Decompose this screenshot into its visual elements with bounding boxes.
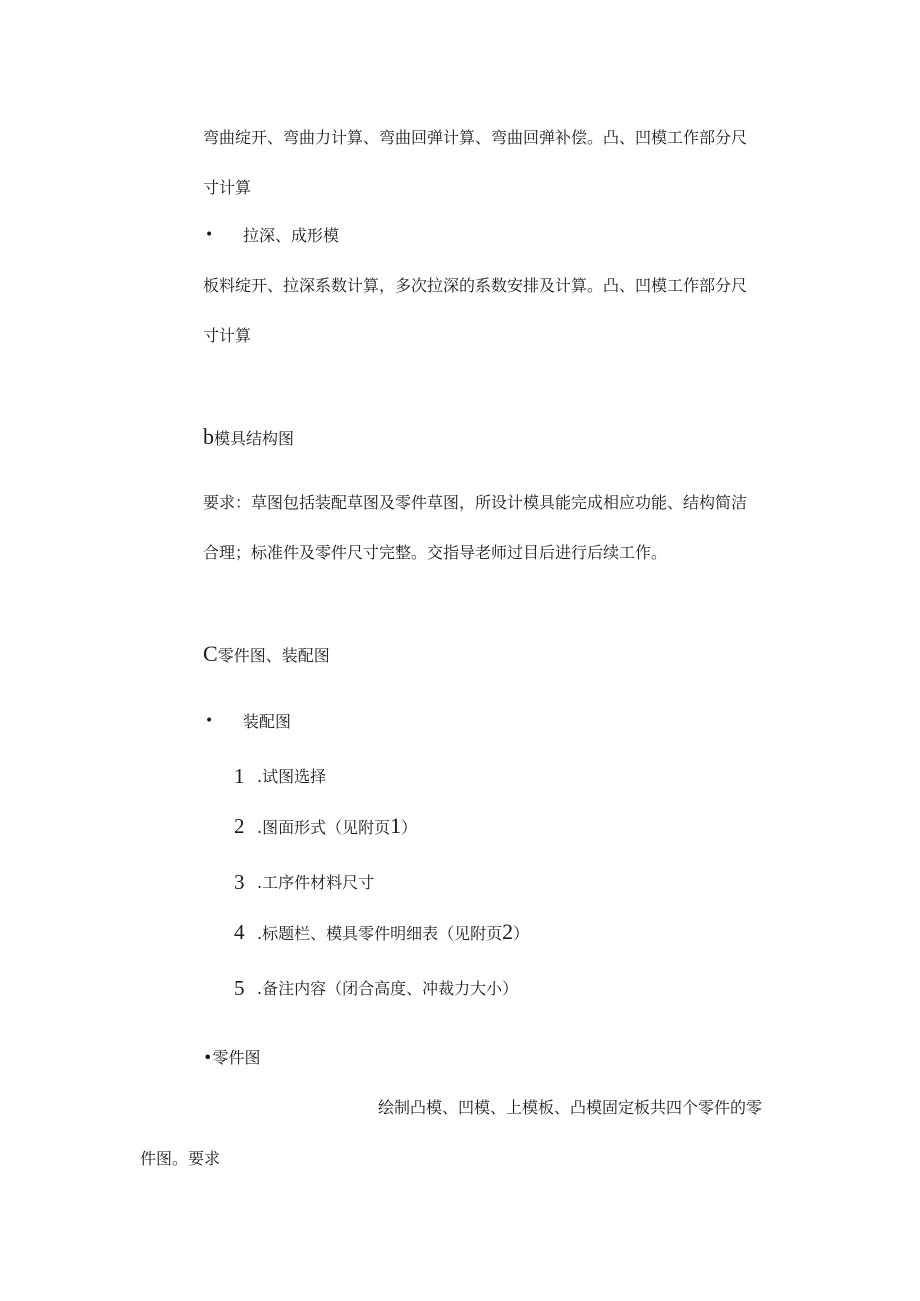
list-item-text	[257, 919, 530, 945]
section-b-letter: b	[203, 424, 214, 449]
section-b-requirement-line-1: 要求：草图包括装配草图及零件草图，所设计模具能完成相应功能、结构简洁	[203, 493, 748, 512]
section-b-heading	[203, 424, 295, 449]
list-item-close-paren: ）	[513, 924, 530, 943]
list-item-page-ref: 1	[390, 813, 402, 838]
deep-draw-bullet: •	[205, 227, 214, 243]
bend-paragraph-line-2: 寸计算	[203, 178, 252, 197]
bend-paragraph-line-1: 弯曲绽开、弯曲力计算、弯曲回弹计算、弯曲回弹补偿。凸、凹模工作部分尺	[203, 128, 748, 147]
list-item-main: .标题栏、模具零件明细表（见附页	[257, 924, 503, 943]
list-item-text	[257, 813, 418, 839]
list-item-text: .试图选择	[257, 767, 327, 786]
list-item-text: .工序件材料尺寸	[257, 873, 375, 892]
section-c-title: 零件图、装配图	[217, 646, 330, 665]
section-c-letter: C	[203, 641, 218, 666]
list-item-number: 1	[234, 764, 245, 788]
assembly-bullet: •	[205, 713, 214, 729]
parts-paragraph-line-1: 绘制凸模、凹模、上模板、凸模固定板共四个零件的零	[378, 1098, 763, 1117]
parts-paragraph-line-2: 件图。要求	[140, 1149, 221, 1168]
section-c-heading	[203, 641, 330, 666]
parts-heading: •零件图	[203, 1048, 261, 1067]
list-item-number: 4	[234, 920, 245, 944]
section-b-requirement-line-2: 合理；标准件及零件尺寸完整。交指导老师过目后进行后续工作。	[203, 543, 668, 562]
list-item-number: 3	[234, 870, 245, 894]
section-b-title: 模具结构图	[214, 429, 295, 448]
assembly-heading: 装配图	[243, 712, 292, 731]
list-item-number: 2	[234, 814, 245, 838]
deep-draw-heading: 拉深、成形模	[243, 226, 340, 245]
list-item-main: .图面形式（见附页	[257, 818, 391, 837]
list-item-text: .备注内容（闭合高度、冲裁力大小）	[257, 979, 519, 998]
deep-draw-paragraph-line-2: 寸计算	[203, 326, 252, 345]
deep-draw-paragraph-line-1: 板料绽开、拉深系数计算，多次拉深的系数安排及计算。凸、凹模工作部分尺	[203, 276, 748, 295]
list-item-number: 5	[234, 976, 245, 1000]
list-item-page-ref: 2	[502, 919, 514, 944]
list-item-close-paren: ）	[401, 818, 418, 837]
